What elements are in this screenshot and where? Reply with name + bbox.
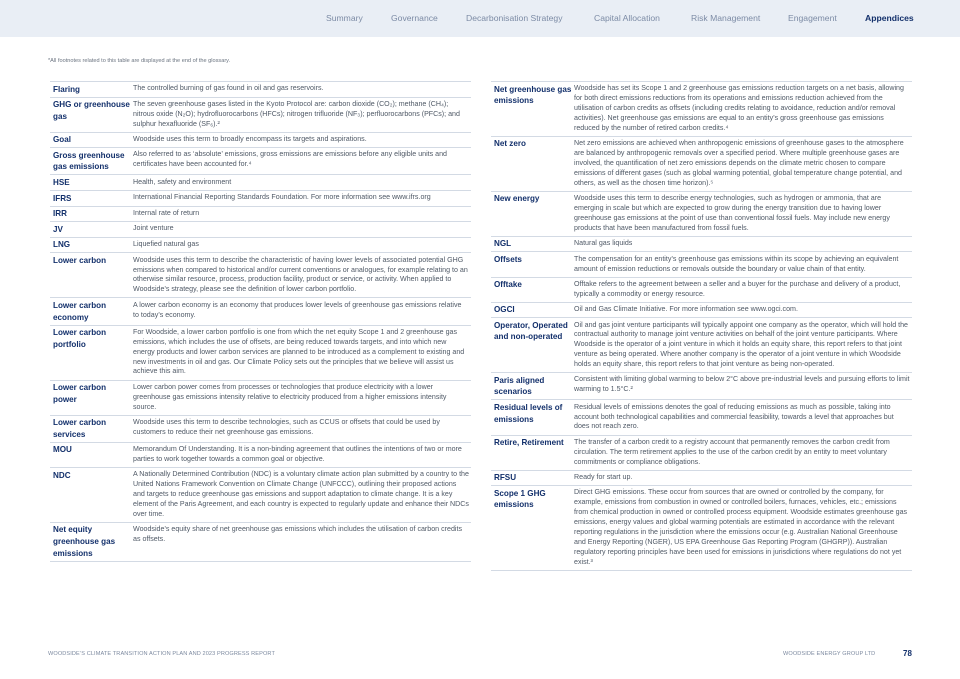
glossary-definition: A lower carbon economy is an economy that produces lower levels of greenhouse gas emissions relative to today’s economy. bbox=[133, 300, 462, 319]
glossary-term: IRR bbox=[53, 209, 67, 219]
glossary-term: Net greenhouse gas emissions bbox=[494, 84, 572, 106]
glossary-term: Operator, Operated and non-operated bbox=[494, 320, 568, 342]
nav-capital-allocation[interactable]: Capital Allocation bbox=[594, 13, 660, 23]
glossary-row bbox=[491, 317, 912, 372]
glossary-term: Lower carbon portfolio bbox=[53, 328, 107, 349]
glossary-row bbox=[491, 485, 912, 571]
glossary-definition: Ready for start up. bbox=[574, 472, 633, 481]
glossary-term: GHG or greenhouse gas bbox=[53, 100, 130, 121]
glossary-definition: Woodside’s equity share of net greenhouse gas emissions which includes the utilisation of carbon credits as offsets. bbox=[133, 525, 462, 543]
top-navigation bbox=[0, 0, 960, 37]
glossary-row bbox=[491, 435, 912, 470]
glossary-row bbox=[491, 136, 912, 191]
glossary-term: JV bbox=[53, 224, 63, 234]
glossary-left-column bbox=[50, 81, 471, 562]
footer-report-title: WOODSIDE’S CLIMATE TRANSITION ACTION PLAN AND 2023 PROGRESS REPORT bbox=[48, 651, 275, 657]
nav-appendices[interactable]: Appendices bbox=[865, 13, 914, 23]
nav-risk-management[interactable]: Risk Management bbox=[691, 13, 761, 23]
glossary-definition: The compensation for an entity’s greenhouse gas emissions within its scope by achieving an equivalent amount of emission reductions or removals outside the boundary or value chain of that entity. bbox=[574, 254, 899, 273]
glossary-term: Net equity greenhouse gas emissions bbox=[53, 525, 116, 558]
glossary-row bbox=[50, 81, 471, 97]
glossary-term: MOU bbox=[53, 445, 72, 455]
glossary-definition: Lower carbon power comes from processes or technologies that produce electricity with a lower greenhouse gas emissions intensity relative to electricity produced from a higher emissions intensity source. bbox=[133, 382, 447, 411]
nav-summary[interactable]: Summary bbox=[326, 13, 363, 23]
glossary-term: NDC bbox=[53, 470, 71, 480]
glossary-definition: Net zero emissions are achieved when anthropogenic emissions of greenhouse gases to the atmosphere are balanced by anthropogenic removals over a specified period. Where multiple greenhouse gases are involved, the quantification of net zero emissions depends on the climate metric chosen to compare emissions of different gases (such as global warming potential, global temperature change potential, and others, as well as the chosen time horizon).⁵ bbox=[574, 139, 904, 187]
glossary-term: LNG bbox=[53, 240, 71, 250]
glossary-row bbox=[50, 237, 471, 253]
glossary-row bbox=[491, 277, 912, 302]
glossary-term: Net zero bbox=[494, 139, 526, 149]
glossary-term: Retire, Retirement bbox=[494, 438, 564, 448]
nav-decarbonisation-strategy[interactable]: Decarbonisation Strategy bbox=[466, 13, 563, 23]
glossary-row bbox=[491, 302, 912, 318]
glossary-row bbox=[491, 236, 912, 252]
glossary-definition: Also referred to as ‘absolute’ emissions, gross emissions are emissions before any eligible units and certificates have been accounted for.⁴ bbox=[133, 150, 447, 169]
glossary-row bbox=[50, 325, 471, 380]
glossary-row bbox=[491, 470, 912, 486]
glossary-term: Gross greenhouse gas emissions bbox=[53, 150, 125, 172]
glossary-row bbox=[50, 297, 471, 324]
glossary-definition: Woodside uses this term to describe energy technologies, such as hydrogen or ammonia, that are emerging in scale but which are expected to grow during the energy transition due to having lower greenhouse gas emissions at the point of use than conventional fossil fuels. May include new energy products that have been manufactured from fossil fuels. bbox=[574, 194, 890, 232]
glossary-row bbox=[491, 251, 912, 276]
glossary-row bbox=[50, 522, 471, 562]
glossary-term: Offsets bbox=[494, 254, 522, 264]
glossary-definition: Offtake refers to the agreement between a seller and a buyer for the purchase and delivery of a product, typically a commodity or energy resource. bbox=[574, 279, 901, 298]
glossary-row bbox=[50, 97, 471, 132]
glossary-row bbox=[50, 206, 471, 222]
glossary-definition: Natural gas liquids bbox=[574, 239, 633, 247]
glossary-term: Flaring bbox=[53, 84, 80, 94]
glossary-definition: Woodside uses this term to describe the characteristic of having lower levels of associated potential GHG emissions when compared to historical and/or current conventions or analogues, for example relating to an otherwise similar resource, process, production facility, product or service, or activity. When applied to Woodside’s strategy, please see the definition of lower carbon portfolio. bbox=[133, 255, 468, 294]
nav-engagement[interactable]: Engagement bbox=[788, 13, 837, 23]
footer-company: WOODSIDE ENERGY GROUP LTD bbox=[783, 651, 876, 657]
page-number: 78 bbox=[903, 649, 912, 658]
glossary-term: New energy bbox=[494, 194, 540, 204]
glossary-row bbox=[491, 372, 912, 399]
glossary-row bbox=[50, 252, 471, 297]
glossary-term: NGL bbox=[494, 239, 512, 249]
glossary-row bbox=[50, 442, 471, 467]
glossary-definition: Woodside has set its Scope 1 and 2 greenhouse gas emissions reduction targets on a net basis, allowing for both direct emissions reductions from its operations and emissions reduction achieved from the utilisation of carbon credits as offsets (including credits relating to avoidance, reduction and/or removal activities). Net greenhouse gas emissions are equal to an entity’s gross greenhouse gas emissions reduced by the number of retired carbon credits.⁴ bbox=[574, 84, 904, 132]
glossary-definition: Internal rate of return bbox=[133, 208, 200, 217]
glossary-definition: The controlled burning of gas found in oil and gas reservoirs. bbox=[133, 84, 324, 93]
glossary-row bbox=[50, 221, 471, 237]
nav-governance[interactable]: Governance bbox=[391, 13, 438, 23]
glossary-definition: A Nationally Determined Contribution (NDC) is a voluntary climate action plan submitted by a country to the United Nations Framework Convention on Climate Change (UNFCCC), outlining their proposed actions and targets to reduce greenhouse gas emissions and support adaptation to climate change. It is a key element of the Paris Agreement, and each country is expected to regularly update and enhance their NDCs over time. bbox=[133, 470, 469, 518]
glossary-row bbox=[491, 81, 912, 136]
glossary-term: Residual levels of emissions bbox=[494, 402, 563, 424]
glossary-term: Lower carbon economy bbox=[53, 300, 107, 322]
footnote-note: *All footnotes related to this table are displayed at the end of the glossary. bbox=[48, 58, 231, 64]
glossary-row bbox=[50, 380, 471, 415]
glossary-term: Goal bbox=[53, 135, 71, 145]
glossary-term: RFSU bbox=[494, 473, 517, 483]
glossary-definition: For Woodside, a lower carbon portfolio is one from which the net equity Scope 1 and 2 greenhouse gas emissions, which includes the use of offsets, are being reduced towards targets, and into which new energy products and lower carbon services are planned to be introduced as a complement to existing and new investments in oil and gas. Our Climate Policy sets out the principles that we believe will assist us achieve this aim. bbox=[133, 327, 465, 376]
glossary-row bbox=[491, 191, 912, 236]
glossary-term: Offtake bbox=[494, 280, 522, 290]
glossary-term: Lower carbon bbox=[53, 255, 107, 265]
glossary-row bbox=[50, 174, 471, 190]
glossary-term: HSE bbox=[53, 177, 70, 187]
glossary-row bbox=[491, 399, 912, 434]
glossary-definition: Direct GHG emissions. These occur from sources that are owned or controlled by the company, for example, emissions from combustion in owned or controlled boilers, furnaces, vehicles, etc.; emissions from chemical production in owned or controlled process equipment. Woodside estimates greenhouse gas emissions, energy values and global warming potentials are estimated in accordance with the relevant reporting regulations in the jurisdiction where the emissions occur (e.g. Australian National Greenhouse and Energy Reporting (NGER), US EPA Greenhouse Gas Reporting Program (GHGRP)). Australian regulatory reporting principles have been used for emissions in jurisdictions where regulations do not yet exist.³ bbox=[574, 488, 908, 566]
glossary-term: Scope 1 GHG emissions bbox=[494, 488, 546, 510]
glossary-row bbox=[50, 132, 471, 148]
glossary-definition: Oil and gas joint venture participants will typically appoint one company as the operator, which will hold the contractual authority to manage joint venture activities on behalf of the joint venture participants. Where Woodside is the operator of a joint venture in which it holds an equity share, this report refers to that joint venture as being operated. Where another company is the operator of a joint venture in which Woodside holds an equity share, this report refers to that joint venture as being non-operated. bbox=[574, 320, 908, 369]
glossary-definition: Consistent with limiting global warming to below 2°C above pre-industrial levels and pursuing efforts to limit warming to 1.5°C.² bbox=[574, 375, 910, 394]
glossary-definition: Woodside uses this term to broadly encompass its targets and aspirations. bbox=[133, 134, 367, 143]
glossary-definition: The seven greenhouse gases listed in the Kyoto Protocol are: carbon dioxide (CO₂); methane (CH₄); nitrous oxide (N₂O); hydrofluorocarbons (HFCs); nitrogen trifluoride (NF₃); perfluorocarbons (PFCs); and sulphur hexafluoride (SF₆).² bbox=[133, 99, 460, 128]
glossary-definition: Oil and Gas Climate Initiative. For more information see www.ogci.com. bbox=[574, 304, 798, 313]
glossary-term: Paris aligned scenarios bbox=[494, 375, 545, 397]
glossary-term: IFRS bbox=[53, 193, 72, 203]
glossary-row bbox=[50, 190, 471, 206]
glossary-definition: Residual levels of emissions denotes the goal of reducing emissions as much as possible, taking into account both technological capabilities and commercial feasibility, towards a level that approaches but does not reach zero. bbox=[574, 402, 894, 431]
glossary-definition: Health, safety and environment bbox=[133, 177, 232, 186]
glossary-definition: Woodside uses this term to describe technologies, such as CCUS or offsets that could be used by customers to reduce their net greenhouse gas emissions. bbox=[133, 417, 440, 436]
glossary-definition: Joint venture bbox=[133, 224, 174, 233]
glossary-row bbox=[50, 147, 471, 174]
glossary-definition: Memorandum Of Understanding. It is a non-binding agreement that outlines the intentions of two or more parties to work together towards a common goal or objective. bbox=[133, 445, 462, 463]
glossary-definition: International Financial Reporting Standards Foundation. For more information see www.ifrs.org bbox=[133, 193, 431, 202]
glossary-right-column bbox=[491, 81, 912, 571]
glossary-row bbox=[50, 467, 471, 522]
glossary-term: Lower carbon services bbox=[53, 418, 107, 439]
glossary-term: Lower carbon power bbox=[53, 383, 107, 404]
glossary-definition: The transfer of a carbon credit to a registry account that permanently removes the carbon credit from circulation. The term retirement applies to the use of the carbon credit by an entity to meet voluntary commitments or compliance obligations. bbox=[574, 437, 890, 466]
glossary-definition: Liquefied natural gas bbox=[133, 240, 199, 249]
glossary-row bbox=[50, 415, 471, 442]
glossary-term: OGCI bbox=[494, 305, 515, 315]
